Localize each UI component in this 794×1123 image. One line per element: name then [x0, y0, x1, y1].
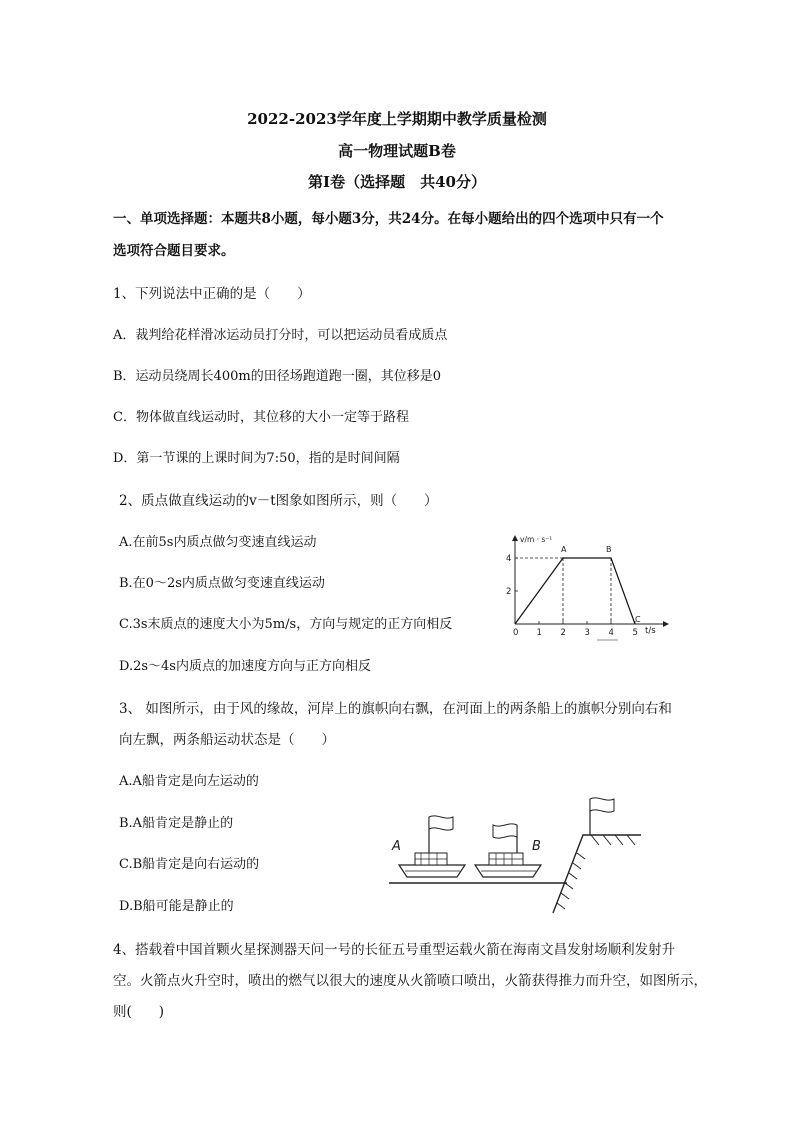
q3-stem-line2: 向左飘，两条船运动状态是（ ） — [119, 732, 335, 748]
q1-stem: 1、下列说法中正确的是（ ） — [113, 286, 311, 302]
x-tick-label-2: 2 — [560, 628, 566, 638]
q4-line1: 4、搭载着中国首颗火星探测器天问一号的长征五号重型运载火箭在海南文昌发射场顺利发射升 — [113, 942, 676, 958]
exam-subtitle: 高一物理试题B卷 — [338, 142, 456, 160]
riverbank — [553, 798, 641, 913]
x-axis-label: t/s — [645, 626, 656, 636]
exam-title: 2022-2023学年度上学期期中教学质量检测 — [247, 110, 547, 128]
section1-instructions-line1: 一、单项选择题：本题共8小题，每小题3分，共24分。在每小题给出的四个选项中只有一个 — [113, 211, 664, 227]
q3-option-c: C.B船肯定是向右运动的 — [119, 857, 260, 872]
boats-figure — [385, 795, 645, 915]
q1-option-b: B．运动员绕周长400m的田径场跑道跑一圈，其位移是0 — [113, 369, 441, 384]
boat-a-label: A — [392, 839, 401, 854]
q2-option-a: A.在前5s内质点做匀变速直线运动 — [119, 535, 317, 550]
x-tick-label-5: 5 — [632, 628, 638, 638]
q1-option-c: C．物体做直线运动时，其位移的大小一定等于路程 — [113, 410, 409, 425]
boat-b-label: B — [532, 839, 541, 854]
x-tick-label-1: 1 — [536, 628, 542, 638]
bank-flag — [590, 798, 614, 812]
y-tick-label-4: 4 — [506, 554, 512, 564]
q1-option-a: A．裁判给花样滑冰运动员打分时，可以把运动员看成质点 — [113, 328, 448, 343]
q2-option-c: C.3s末质点的速度大小为5m/s，方向与规定的正方向相反 — [119, 617, 453, 632]
q2-option-b: B.在0～2s内质点做匀变速直线运动 — [119, 576, 325, 591]
q4-line2: 空。火箭点火升空时，喷出的燃气以很大的速度从火箭喷口喷出，火箭获得推力而升空，如图所示， — [113, 973, 707, 989]
point-a-label: A — [561, 545, 567, 554]
vt-graph — [498, 532, 676, 650]
q2-option-d: D.2s～4s内质点的加速度方向与正方向相反 — [119, 659, 371, 674]
boat-b-flag — [493, 824, 517, 838]
q3-option-a: A.A船肯定是向左运动的 — [119, 774, 259, 789]
point-c-label: C — [635, 615, 641, 624]
x-tick-label-3: 3 — [584, 628, 590, 638]
q4-line3: 则( ) — [113, 1004, 165, 1020]
y-tick-label-2: 2 — [506, 587, 512, 597]
section-title: 第Ⅰ卷（选择题 共40分） — [308, 173, 486, 191]
q2-stem: 2、质点做直线运动的v－t图象如图所示，则（ ） — [119, 493, 438, 509]
q3-option-d: D.B船可能是静止的 — [119, 899, 234, 914]
y-axis-label: v/m · s⁻¹ — [520, 535, 553, 544]
boat-a-flag — [429, 816, 453, 830]
section1-instructions-line2: 选项符合题目要求。 — [113, 243, 235, 259]
q3-stem-line1: 3、 如图所示，由于风的缘故，河岸上的旗帜向右飘，在河面上的两条船上的旗帜分别向右和 — [119, 701, 672, 717]
q3-option-b: B.A船肯定是静止的 — [119, 816, 234, 831]
x-tick-label-4: 4 — [608, 628, 614, 638]
boat-a — [399, 816, 465, 877]
x-tick-label-0: 0 — [513, 628, 519, 638]
vt-series-line — [515, 558, 635, 624]
point-b-label: B — [606, 545, 612, 554]
q1-option-d: D．第一节课的上课时间为7:50，指的是时间间隔 — [113, 451, 400, 466]
